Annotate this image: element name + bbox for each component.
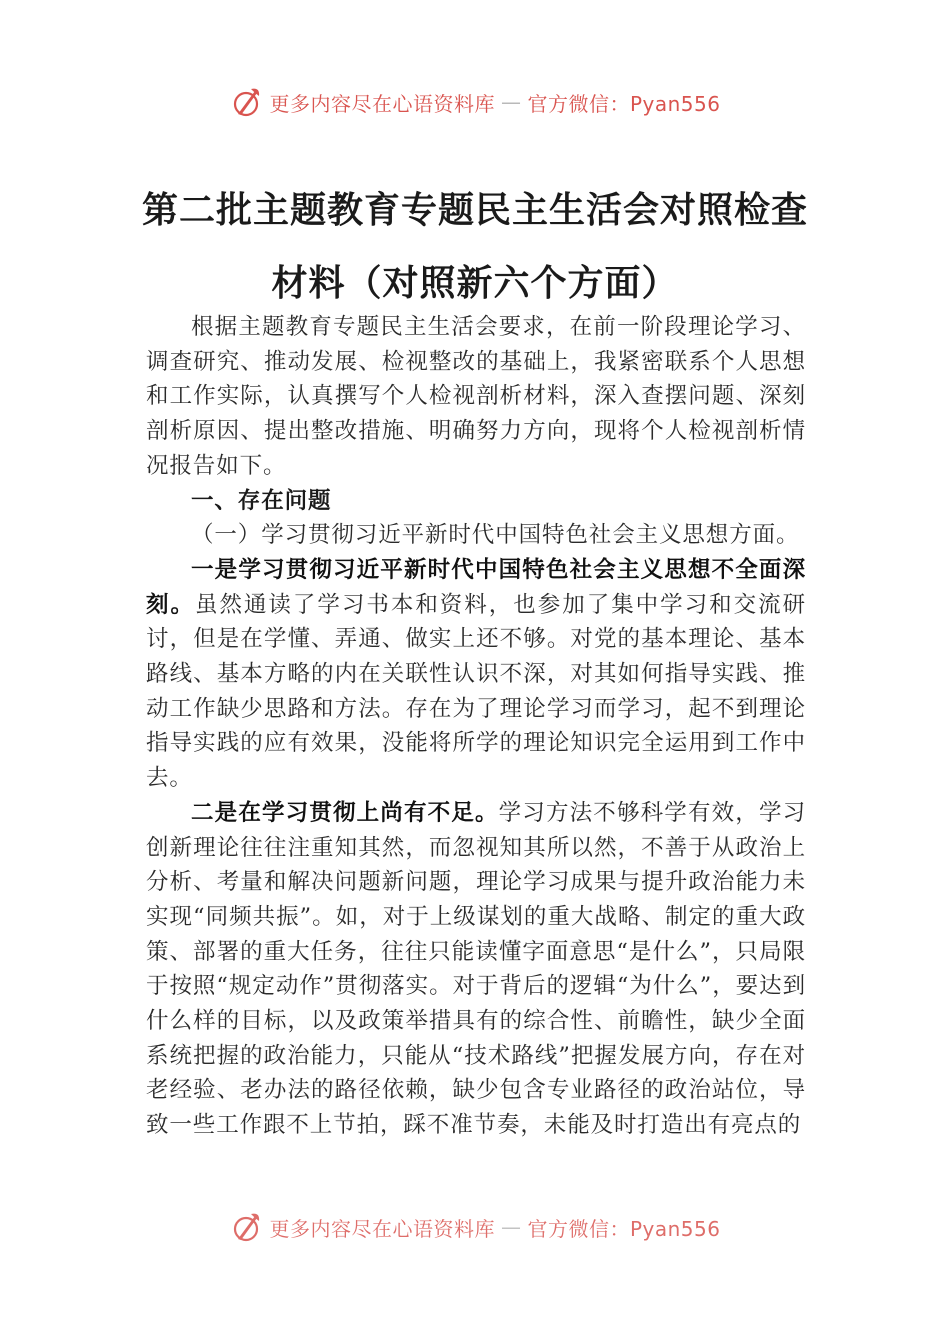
document-body bbox=[146, 310, 806, 1143]
point-one-paragraph bbox=[146, 553, 806, 796]
watermark-text: 更多内容尽在心语资料库 bbox=[269, 91, 495, 116]
document-title-line-1: 第二批主题教育专题民主生活会对照检查 bbox=[141, 189, 808, 231]
intro-paragraph: 根据主题教育专题民主生活会要求，在前一阶段理论学习、调查研究、推动发展、检视整改的基础上，我紧密联系个人思想和工作实际，认真撰写个人检视剖析材料，深入查摆问题、深刻剖析原因、提出整改措施、明确努力方向，现将个人检视剖析情况报告如下。 bbox=[146, 314, 806, 479]
quill-pen-logo-icon bbox=[229, 1210, 263, 1244]
watermark-contact: 官方微信：Pyan556 bbox=[527, 91, 721, 116]
point-two-lead: 二是在学习贯彻上尚有不足。 bbox=[191, 799, 499, 826]
watermark-bottom bbox=[0, 1207, 950, 1247]
section-heading-problems: 一、存在问题 bbox=[191, 487, 332, 514]
point-two-text: 学习方法不够科学有效，学习创新理论往往注重知其然，而忽视知其所以然，不善于从政治上分析、考量和解决问题新问题，理论学习成果与提升政治能力未实现“同频共振”。如，对于上级谋划的重大战略、制定的重大政策、部署的重大任务，往往只能读懂字面意思“是什么”，只局限于按照“规定动作”贯彻落实。对于背后的逻辑“为什么”，要达到什么样的目标，以及政策举措具有的综合性、前瞻性，缺少全面系统把握的政治能力，只能从“技术路线”把握发展方向，存在对老经验、老办法的路径依赖，缺少包含专业路径的政治站位，导致一些工作跟不上节拍，踩不准节奏，未能及时打造出有亮点的 bbox=[146, 799, 807, 1139]
watermark-separator: — bbox=[500, 1215, 522, 1239]
watermark-separator: — bbox=[500, 90, 522, 114]
point-one-text: 虽然通读了学习书本和资料，也参加了集中学习和交流研讨，但是在学懂、弄通、做实上还不够。对党的基本理论、基本路线、基本方略的内在关联性认识不深，对其如何指导实践、推动工作缺少思路和方法。存在为了理论学习而学习，起不到理论指导实践的应有效果，没能将所学的理论知识完全运用到工作中去。 bbox=[146, 591, 806, 792]
point-two-paragraph bbox=[146, 796, 806, 1143]
document-title-line-2: 材料（对照新六个方面） bbox=[271, 262, 679, 304]
watermark-text: 更多内容尽在心语资料库 bbox=[269, 1216, 495, 1241]
subsection-heading-study: （一）学习贯彻习近平新时代中国特色社会主义思想方面。 bbox=[191, 522, 800, 549]
point-one-lead: 一是学习贯彻习近平新时代中国特色社会主义思想不全面深刻。 bbox=[146, 556, 806, 618]
watermark-contact: 官方微信：Pyan556 bbox=[527, 1216, 721, 1241]
